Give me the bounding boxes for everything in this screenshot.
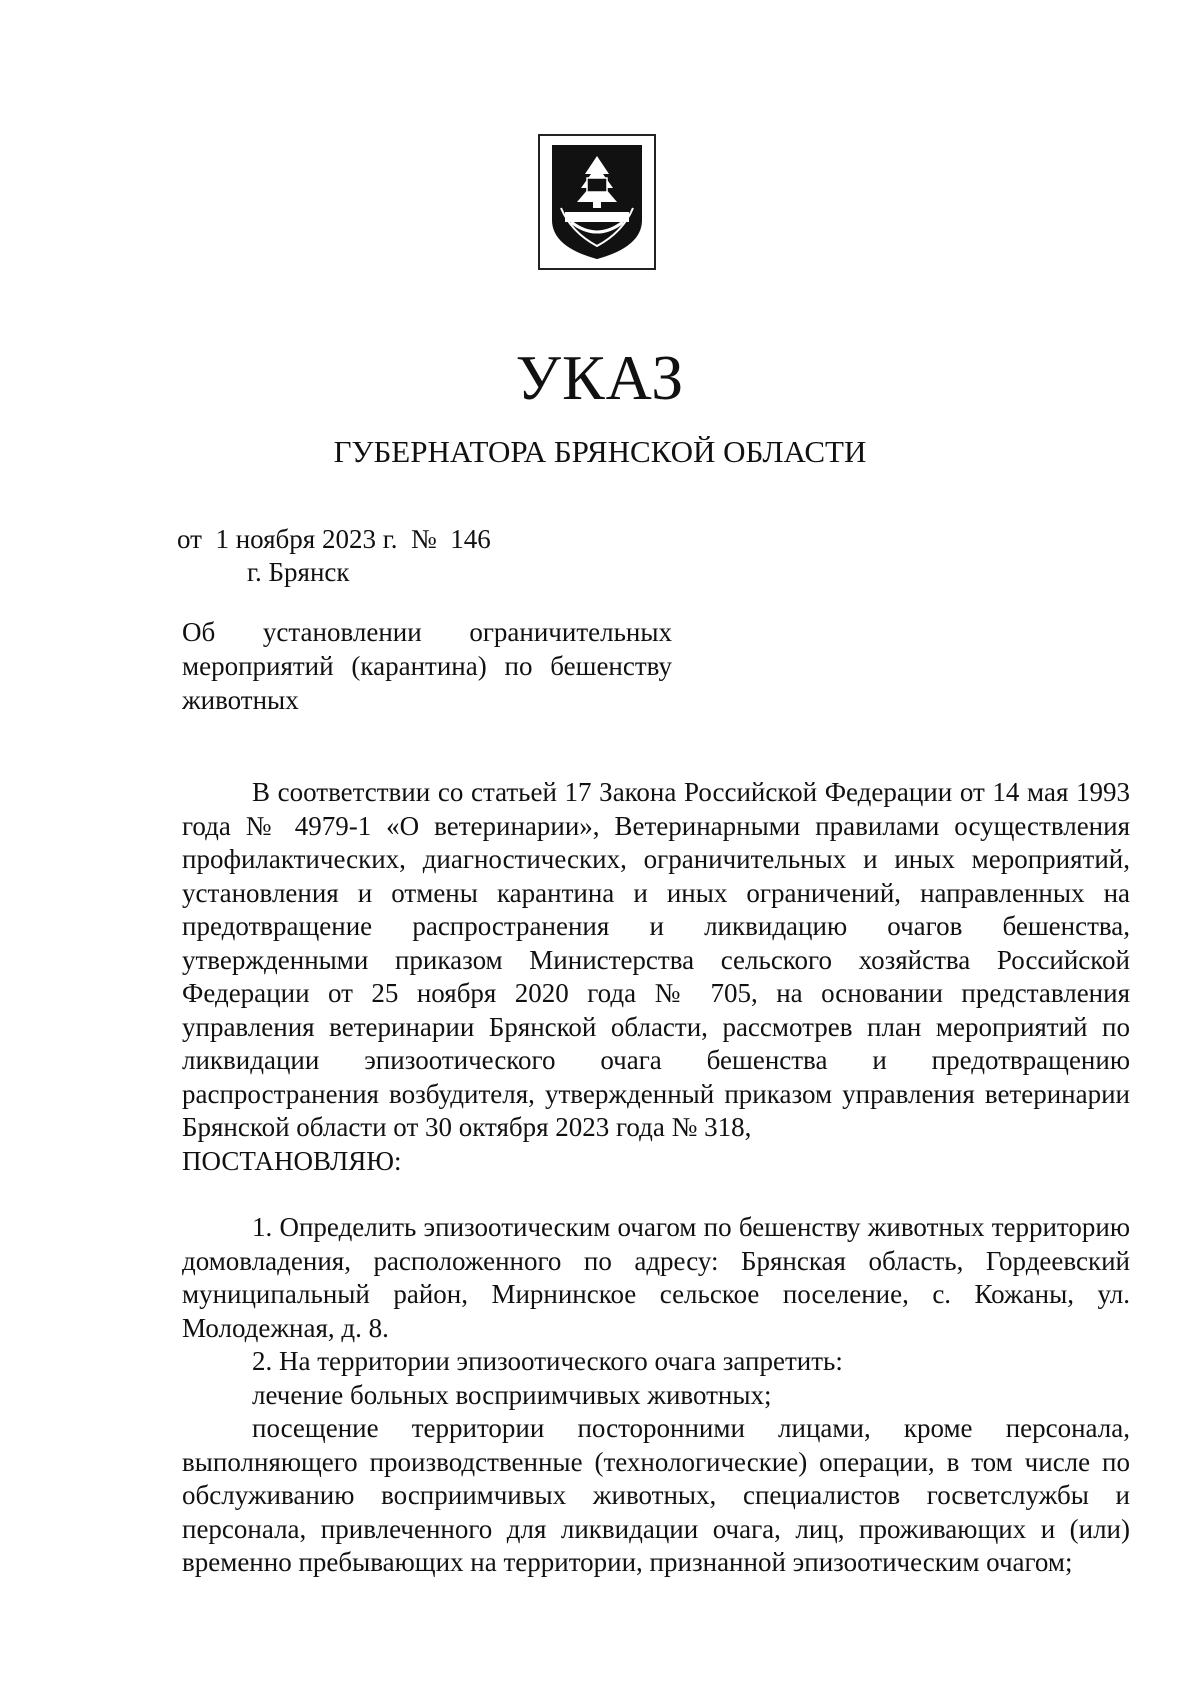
item-2-subitem-access: посещение территории посторонними лицами, кроме персонала, выполняющего производственные (технологические) операции, в том числе по обслуживанию восприимчивых животных, специалистов госветслужбы и персонала, привлеченного для ликвидации очага, лиц, проживающих и (или) временно пребывающих на территории, признанной эпизоотическим очагом; xyxy=(182,1413,1130,1577)
document-body xyxy=(182,776,1130,1580)
item-2-subitem-treatment: лечение больных восприимчивых животных; xyxy=(252,1379,772,1410)
item-1-paragraph: 1. Определить эпизоотическим очагом по бешенству животных территорию домовладения, расположенного по адресу: Брянская область, Гордеевский муниципальный район, Мирнинское сельское поселение, с. Кожаны, ул. Молодежная, д. 8. xyxy=(182,1212,1130,1343)
preamble-paragraph: В соответствии со статьей 17 Закона Российской Федерации от 14 мая 1993 года № 4979-1 «О ветеринарии», Ветеринарными правилами осуществления профилактических, диагностических, ограничительных и иных мероприятий, установления и отмены карантина и иных ограничений, направленных на предотвращение распространения и ликвидацию очагов бешенства, утвержденными приказом Министерства сельского хозяйства Российской Федерации от 25 ноября 2020 года № 705, на основании представления управления ветеринарии Брянской области, рассмотрев план мероприятий по ликвидации эпизоотического очага бешенства и предотвращению распространения возбудителя, утвержденный приказом управления ветеринарии Брянской области от 30 октября 2023 года № 318, xyxy=(182,777,1130,1142)
document-subtitle: ГУБЕРНАТОРА БРЯНСКОЙ ОБЛАСТИ xyxy=(333,434,867,469)
item-2-paragraph: 2. На территории эпизоотического очага запретить: xyxy=(252,1346,843,1376)
date-and-number: от 1 ноября 2023 г. № 146 xyxy=(177,524,491,554)
resolve-heading: ПОСТАНОВЛЯЮ: xyxy=(182,1145,402,1176)
document-title: УКАЗ xyxy=(515,342,685,413)
document-subject: Об установлении ограничительных мероприятий (карантина) по бешенству животных xyxy=(182,617,672,715)
city-name: г. Брянск xyxy=(247,557,350,587)
coat-of-arms-icon xyxy=(538,134,656,270)
